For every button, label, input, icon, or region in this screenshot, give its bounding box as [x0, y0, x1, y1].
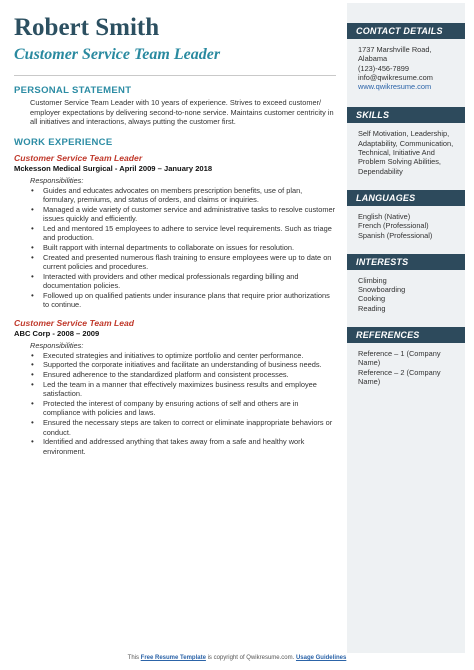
list-item: • Managed a wide variety of customer service and administrative tasks to resolve customer issues quickly and efficiently.	[30, 205, 336, 224]
list-item: • Executed strategies and initiatives to optimize portfolio and center performance.	[30, 351, 336, 360]
list-item: • Guides and educates advocates on members prescription benefits, use of plan, formulary, premiums, and status of orders, and claims or inquiries.	[30, 186, 336, 205]
list-item: • Ensured adherence to the standardized platform and consistent processes.	[30, 370, 336, 379]
skills-heading: SKILLS	[347, 107, 465, 123]
contact-section	[347, 23, 465, 91]
candidate-name: Robert Smith	[14, 14, 160, 41]
list-item: • Built rapport with internal departments to collaborate on issues for resolution.	[30, 243, 336, 252]
references-list	[347, 343, 465, 386]
address-line: 1737 Marshville Road,	[358, 45, 432, 54]
responsibilities-label: Responsibilities:	[30, 175, 84, 185]
responsibilities-label: Responsibilities:	[30, 340, 84, 350]
list-item: • Ensured the necessary steps are taken to correct or eliminate inappropriate behaviors or conduct.	[30, 418, 336, 437]
job-company: Mckesson Medical Surgical - April 2009 – January 2018	[14, 163, 213, 173]
footer-prefix: This	[127, 655, 139, 661]
footer-copyright: is copyright of Qwikresume.com.	[207, 655, 295, 661]
responsibilities-list	[30, 351, 336, 456]
email-link[interactable]: info@qwikresume.com	[358, 72, 433, 82]
free-resume-template-link[interactable]: Free Resume Template	[140, 655, 206, 661]
personal-statement-text: Customer Service Team Leader with 10 years of experience. Strives to exceed customer/ employer expectations by delivering second-to-none service. Maintains customer centricity in all initiatives and interactions, always putting the customer first.	[30, 98, 334, 127]
job-title: Customer Service Team Lead	[14, 317, 135, 328]
address-line: Alabama	[358, 54, 388, 64]
job-title: Customer Service Team Leader	[14, 152, 143, 163]
list-item: Cooking	[358, 294, 386, 304]
list-item: Reference – 1 (Company Name)	[358, 349, 441, 368]
job-entry	[14, 318, 336, 456]
list-item: French (Professional)	[358, 221, 429, 231]
references-heading: REFERENCES	[347, 327, 465, 343]
skills-text: Self Motivation, Leadership, Adaptability, Communication, Technical, Initiative And Problem Solving Abilities, Dependability	[358, 129, 454, 176]
interests-heading: INTERESTS	[347, 254, 465, 270]
list-item: • Followed up on qualified patients under insurance plans that require prior authorizations to continue.	[30, 291, 336, 310]
candidate-title: Customer Service Team Leader	[14, 46, 221, 63]
sidebar	[347, 3, 465, 653]
usage-guidelines-link[interactable]: Usage Guidelines	[295, 655, 347, 661]
phone-number: (123)-456-7899	[358, 63, 409, 73]
list-item: Reading	[358, 303, 386, 313]
header-divider	[14, 75, 336, 76]
list-item: Spanish (Professional)	[358, 230, 433, 240]
list-item: English (Native)	[358, 211, 411, 221]
main-column	[14, 14, 336, 456]
interests-section	[347, 254, 465, 313]
footer	[0, 655, 474, 661]
work-experience-heading: WORK EXPERIENCE	[14, 136, 113, 148]
job-company: ABC Corp - 2008 – 2009	[14, 328, 100, 338]
list-item: Reference – 2 (Company Name)	[358, 367, 441, 386]
contact-details	[347, 39, 465, 91]
references-section	[347, 327, 465, 386]
languages-list	[347, 206, 465, 240]
list-item: • Created and presented numerous flash training to ensure employees were up to date on current policies and procedures.	[30, 253, 336, 272]
skills-section	[347, 107, 465, 175]
interests-list	[347, 270, 465, 313]
list-item: • Protected the interest of company by ensuring actions of self and others are in compliance with policies and laws.	[30, 399, 336, 418]
job-entry	[14, 153, 336, 310]
list-item: • Supported the corporate initiatives and facilitate an understanding of business needs.	[30, 360, 336, 369]
languages-heading: LANGUAGES	[347, 190, 465, 206]
list-item: • Interacted with providers and other medical professionals regarding billing and documentation policies.	[30, 272, 336, 291]
list-item: • Led and mentored 15 employees to adhere to service level requirements. Such as triage and production.	[30, 224, 336, 243]
website-link[interactable]: www.qwikresume.com	[358, 82, 432, 92]
list-item: • Identified and addressed anything that takes away from a safe and healthy work environment.	[30, 437, 336, 456]
list-item: • Led the team in a manner that effectively maximizes business results and employee satisfaction.	[30, 380, 336, 399]
list-item: Climbing	[358, 275, 387, 285]
responsibilities-list	[30, 186, 336, 310]
contact-heading: CONTACT DETAILS	[347, 23, 465, 39]
list-item: Snowboarding	[358, 285, 406, 295]
languages-section	[347, 190, 465, 240]
personal-statement-heading: PERSONAL STATEMENT	[14, 85, 132, 96]
